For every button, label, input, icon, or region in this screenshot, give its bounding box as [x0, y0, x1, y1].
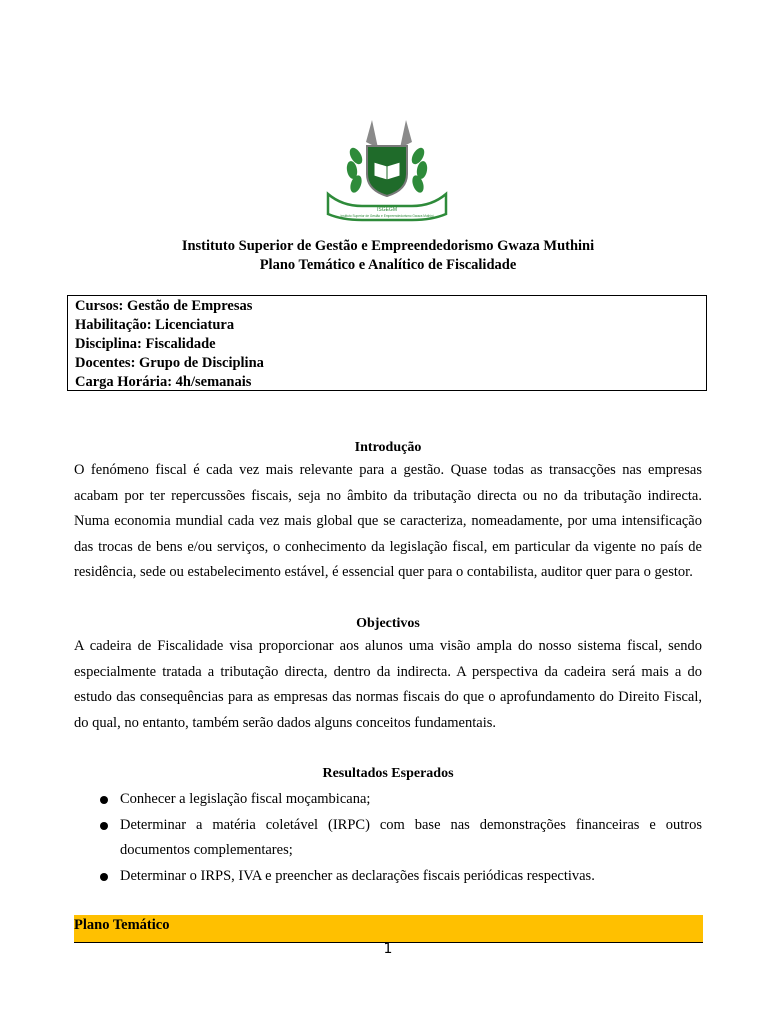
plan-title: Plano Temático e Analítico de Fiscalidade [259, 257, 517, 273]
institution-name: Instituto Superior de Gestão e Empreendedorismo Gwaza Muthini [181, 238, 595, 254]
introducao-heading: Introdução [354, 440, 422, 455]
bullet-icon [100, 822, 108, 830]
objectivos-heading: Objectivos [356, 616, 420, 631]
banner-acronym: ISGEGM [376, 207, 398, 213]
list-item [74, 787, 702, 813]
bullet-icon [100, 796, 108, 804]
bullet-icon [100, 873, 108, 881]
institution-logo [322, 116, 452, 222]
info-carga-horaria: Carga Horária: 4h/semanais [75, 374, 252, 390]
plano-tematico-label: Plano Temático [74, 917, 170, 933]
right-spear-icon [400, 120, 412, 148]
info-docentes: Docentes: Grupo de Disciplina [75, 355, 264, 371]
introducao-text: O fenómeno fiscal é cada vez mais relevante para a gestão. Quase todas as transacções nas empresas acabam por ter repercussões fiscais, seja no âmbito da tributação directa ou no da tributação indirecta. Numa economia mundial cada vez mais global que se caracteriza, nomeadamente, por uma intensificação das trocas de bens e/ou serviços, o conhecimento da legislação fiscal, em particular da vigente no país de residência, sede ou estabelecimento estável, é essencial quer para o contabilista, auditor quer para o gestor. [74, 462, 702, 581]
list-item-text: Determinar a matéria coletável (IRPC) com base nas demonstrações financeiras e outros documentos complementares; [120, 816, 702, 859]
info-disciplina: Disciplina: Fiscalidade [75, 336, 216, 352]
info-cursos: Cursos: Gestão de Empresas [75, 298, 253, 314]
resultados-list [74, 787, 702, 889]
banner-text: Instituto Superior de Gestão e Empreendedorismo Gwaza Muthini [340, 214, 434, 218]
list-item [74, 813, 702, 864]
left-spear-icon [366, 120, 378, 148]
objectivos-text: A cadeira de Fiscalidade visa proporcionar aos alunos uma visão ampla do nosso sistema fiscal, sendo especialmente tratada a tributação directa, dentro da indirecta. A perspectiva da cadeira será mais a do estudo das consequências para as empresas das normas fiscais do que o aprofundamento do Direito Fiscal, do qual, no entanto, também serão dados alguns conceitos fundamentais. [74, 638, 702, 731]
list-item [74, 864, 702, 890]
resultados-heading: Resultados Esperados [322, 766, 454, 781]
list-item-text: Determinar o IRPS, IVA e preencher as declarações fiscais periódicas respectivas. [120, 867, 595, 884]
list-item-text: Conhecer a legislação fiscal moçambicana; [120, 791, 371, 807]
plano-tematico-bar [74, 915, 703, 943]
page-number: 1 [383, 941, 393, 957]
info-habilitacao: Habilitação: Licenciatura [75, 317, 235, 333]
course-info-box [67, 295, 707, 391]
